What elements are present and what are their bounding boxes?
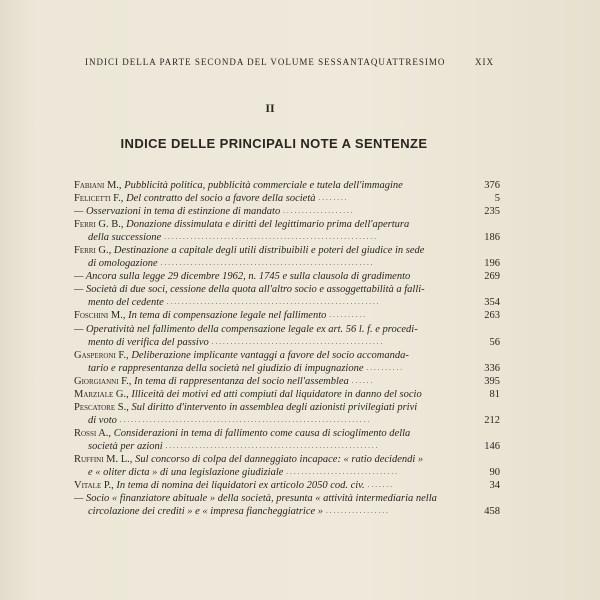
index-title: — Società di due soci, cessione della quota all'altro socio e assoggettabilità a falli-: [74, 284, 425, 296]
index-title: mento del cedente: [88, 297, 164, 309]
leader-dots: ..............................: [286, 468, 399, 477]
index-author: Giorgianni F.,: [74, 375, 132, 387]
index-line-text: [74, 205, 280, 218]
index-page-number: 196: [484, 258, 500, 270]
index-line: [74, 414, 500, 427]
index-title: In tema di compensazione legale nel fallimento: [128, 310, 327, 322]
index-line: [74, 362, 500, 375]
index-line-text: [74, 414, 117, 427]
index-line: [74, 349, 500, 362]
index-title: Destinazione a capitale degli utili distribuibili e poteri del giudice in sede: [113, 245, 425, 257]
index-line-text: [74, 466, 283, 479]
index-page-number: 212: [484, 414, 500, 426]
index-line: [74, 270, 500, 283]
leader-dots: .................: [326, 507, 390, 516]
index-line-text: [74, 218, 409, 231]
index-line-text: [74, 492, 437, 505]
index-line: [74, 218, 500, 231]
index-title: — Socio « finanziatore abituale » della società, presunta « attività intermediaria nella: [74, 493, 437, 505]
index-title: — Osservazioni in tema di estinzione di mandato: [74, 206, 281, 218]
index-author: Pescatore S.,: [74, 401, 129, 413]
index-author: Vitale P.,: [74, 480, 114, 492]
index-author: Marziale G.,: [74, 388, 129, 400]
index-line-text: [74, 283, 425, 296]
index-title: tario e rappresentanza della società nel giudizio di impugnazione: [88, 362, 364, 374]
leader-dots: .........................................................: [165, 441, 380, 450]
index-line: [74, 453, 500, 466]
index-author: Ferri G. B.,: [74, 219, 124, 231]
index-title: Considerazioni in tema di fallimento come causa di scioglimento della: [113, 427, 411, 439]
index-line: [74, 375, 500, 388]
index-title: Pubblicità politica, pubblicità commerciale e tutela dell'immagine: [124, 180, 403, 191]
part-number: II: [265, 101, 275, 115]
index-author: Fabiani M.,: [74, 180, 122, 191]
leader-dots: ...................................................................: [119, 415, 372, 424]
index-title: Del contratto del socio a favore della società: [126, 193, 316, 205]
index-title: di omologazione: [88, 258, 158, 270]
leader-dots: ...................: [283, 207, 355, 216]
index-line-text: [74, 479, 365, 492]
index-line: [74, 205, 500, 218]
index-line: [74, 257, 500, 270]
leader-dots: ..............................................: [211, 337, 385, 346]
index-line: [74, 492, 500, 505]
index-title: In tema di nomina dei liquidatori ex articolo 2050 cod. civ.: [116, 480, 365, 492]
index-title: della successione: [88, 232, 162, 244]
index-line: [74, 192, 500, 205]
index-page-number: 56: [489, 336, 500, 348]
index-line-text: [74, 453, 423, 466]
index-title: società per azioni: [88, 440, 163, 452]
index-line: [74, 479, 500, 492]
index-title: In tema di rappresentanza del socio nell'assemblea: [134, 375, 349, 387]
index-title: — Operatività nel fallimento della compensazione legale ex art. 56 l. f. e procedi-: [74, 323, 418, 335]
index-title: Illiceità dei motivi ed atti compiuti dal liquidatore in danno del socio: [131, 388, 422, 400]
index-page-number: 34: [489, 480, 500, 492]
leader-dots: .........................................................: [164, 233, 378, 242]
index-line-text: [74, 179, 403, 192]
index-page-number: 354: [484, 297, 500, 309]
index-line-text: [74, 427, 410, 440]
index-line-text: [74, 349, 409, 362]
index-line: [74, 323, 500, 336]
leader-dots: ..........: [329, 311, 367, 320]
index-line: [74, 309, 500, 322]
index-author: Gasperoni F.,: [74, 349, 129, 361]
index-line-text: [74, 336, 209, 349]
index-line: [74, 336, 500, 349]
index-title: Sul diritto d'intervento in assemblea degli azionisti privilegiati privi: [131, 401, 418, 413]
leader-dots: .........................................................: [160, 259, 375, 268]
index-line: [74, 296, 500, 309]
index-author: Foschini M.,: [74, 310, 126, 322]
index-page-number: 235: [484, 206, 500, 218]
index-line: [74, 179, 500, 192]
leader-dots: ........: [318, 194, 349, 203]
index-line: [74, 440, 500, 453]
running-head-title: INDICI DELLA PARTE SECONDA DEL VOLUME SESSANTAQUATTRESIMO: [85, 57, 446, 67]
running-head-page-number: XIX: [475, 57, 494, 67]
index-line: [74, 231, 500, 244]
index-line: [74, 244, 500, 257]
index-entries: [74, 179, 500, 518]
index-line: [74, 466, 500, 479]
index-line-text: [74, 270, 410, 283]
index-title: di voto: [88, 414, 117, 426]
index-line-text: [74, 401, 417, 414]
index-page-number: 146: [484, 440, 500, 452]
index-author: Rossi A.,: [74, 427, 112, 439]
index-line: [74, 388, 500, 401]
index-line-text: [74, 323, 418, 336]
index-author: Felicetti F.,: [74, 193, 124, 205]
leader-dots: .......: [367, 481, 394, 490]
leader-dots: ......: [351, 376, 375, 385]
index-line: [74, 283, 500, 296]
index-line-text: [74, 362, 364, 375]
index-title: — Ancora sulla legge 29 dicembre 1962, n. 1745 e sulla clausola di gradimento: [74, 271, 411, 283]
index-line: [74, 505, 500, 518]
index-page-number: 90: [489, 467, 500, 479]
index-line: [74, 427, 500, 440]
index-page-number: 81: [489, 388, 500, 400]
index-title: Deliberazione implicante vantaggi a favore del socio accomanda-: [131, 349, 409, 361]
index-title: Sul concorso di colpa del danneggiato incapace: « ratio decidendi »: [135, 453, 424, 465]
index-author: Ferri G.,: [74, 245, 112, 257]
index-line-text: [74, 309, 326, 322]
index-page-number: 5: [494, 193, 500, 205]
index-line-text: [74, 231, 161, 244]
index-page-number: 395: [484, 375, 500, 387]
index-line-text: [74, 505, 323, 518]
leader-dots: .........................................................: [166, 298, 381, 307]
index-title: mento di verifica del passivo: [88, 336, 209, 348]
index-title: e « oliter dicta » di una legislazione giudiziale: [88, 467, 284, 479]
index-line-text: [74, 375, 349, 388]
index-line: [74, 401, 500, 414]
leader-dots: ..........: [366, 363, 405, 372]
index-page-number: 458: [484, 506, 500, 518]
index-page-number: 336: [484, 362, 500, 374]
index-page-number: 263: [484, 310, 500, 322]
index-line-text: [74, 244, 424, 257]
index-line-text: [74, 388, 422, 401]
index-page-number: 269: [484, 271, 500, 283]
index-page-number: 376: [484, 180, 500, 191]
index-author: Ruffini M. L.,: [74, 453, 133, 465]
index-line-text: [74, 296, 164, 309]
index-title: Donazione dissimulata e diritti del legittimario prima dell'apertura: [126, 219, 410, 231]
index-line-text: [74, 440, 163, 453]
index-page-number: 186: [484, 232, 500, 244]
index-title: circolazione dei crediti » e « impresa fiancheggiatrice »: [88, 506, 324, 518]
index-line-text: [74, 257, 158, 270]
section-title: INDICE DELLE PRINCIPALI NOTE A SENTENZE: [120, 136, 428, 151]
index-line-text: [74, 192, 316, 205]
